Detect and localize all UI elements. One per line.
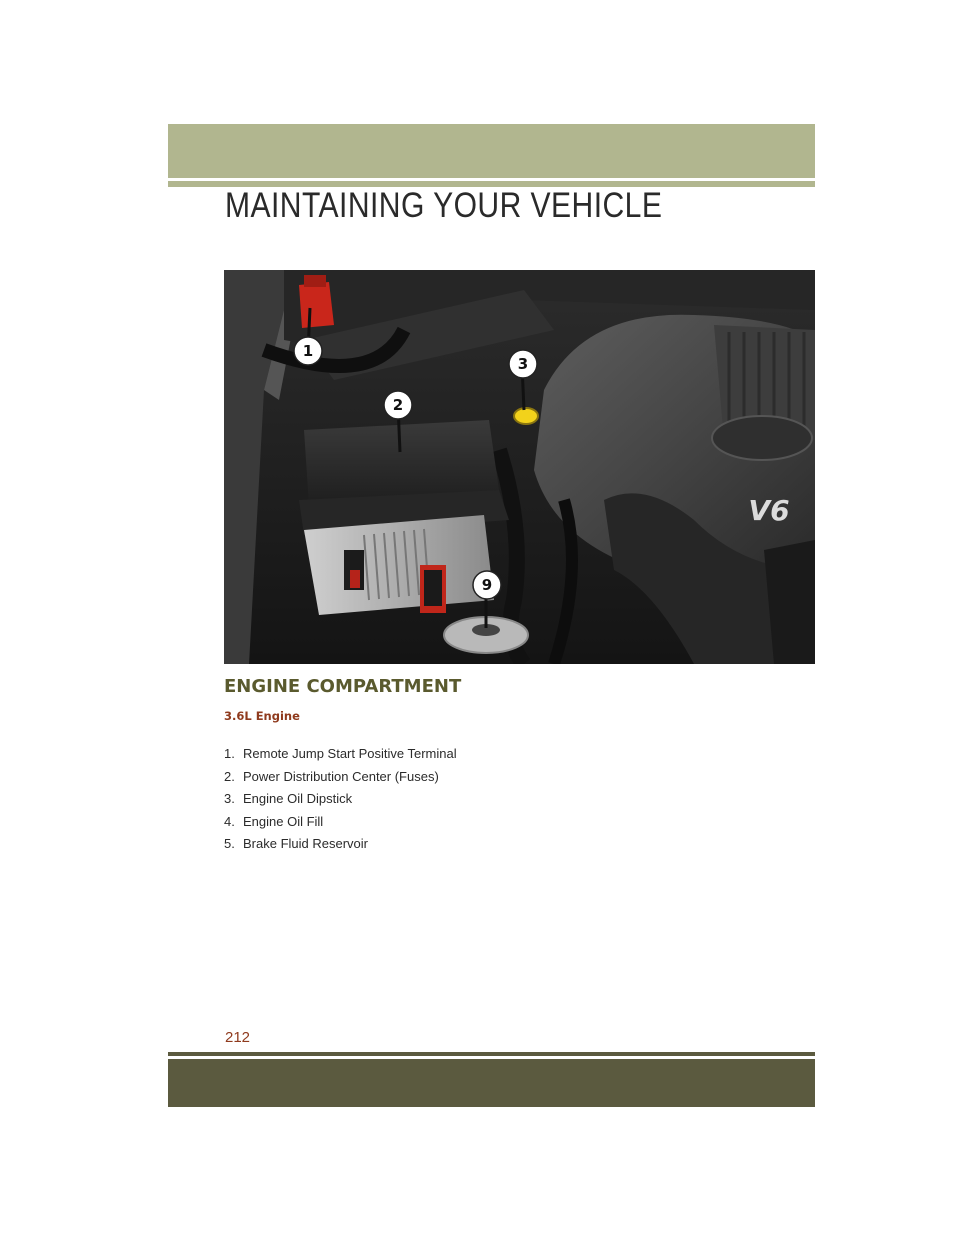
footer-rule (168, 1052, 815, 1056)
engine-compartment-photo (224, 270, 815, 664)
legend-item-number: 3. (224, 791, 235, 806)
engine-illustration (224, 270, 815, 664)
callout-3-label: 3 (517, 355, 529, 373)
legend-item-number: 1. (224, 746, 235, 761)
component-legend (224, 744, 457, 857)
legend-item-label: Remote Jump Start Positive Terminal (243, 746, 457, 761)
page-number: 212 (225, 1029, 251, 1046)
legend-item-label: Engine Oil Fill (243, 813, 324, 829)
section-subtitle: 3.6L Engine (224, 709, 300, 723)
legend-item (224, 744, 457, 767)
callout-9-label: 9 (481, 576, 493, 594)
legend-item-label: Brake Fluid Reservoir (243, 836, 368, 851)
legend-item (224, 834, 457, 857)
section-title: ENGINE COMPARTMENT (224, 676, 462, 697)
legend-item (224, 767, 457, 790)
legend-item-number: 2. (224, 768, 235, 784)
legend-item (224, 812, 457, 835)
callout-2-label: 2 (392, 396, 404, 414)
callout-1-label: 1 (302, 342, 314, 360)
footer-band (168, 1059, 815, 1107)
v6-badge: V6 (748, 494, 790, 527)
legend-item-number: 4. (224, 813, 235, 829)
chapter-title: MAINTAINING YOUR VEHICLE (225, 186, 663, 225)
header-band (168, 124, 815, 178)
legend-item-label: Engine Oil Dipstick (243, 791, 353, 806)
legend-item-label: Power Distribution Center (Fuses) (243, 768, 439, 784)
legend-item-number: 5. (224, 836, 235, 851)
legend-item (224, 789, 457, 812)
